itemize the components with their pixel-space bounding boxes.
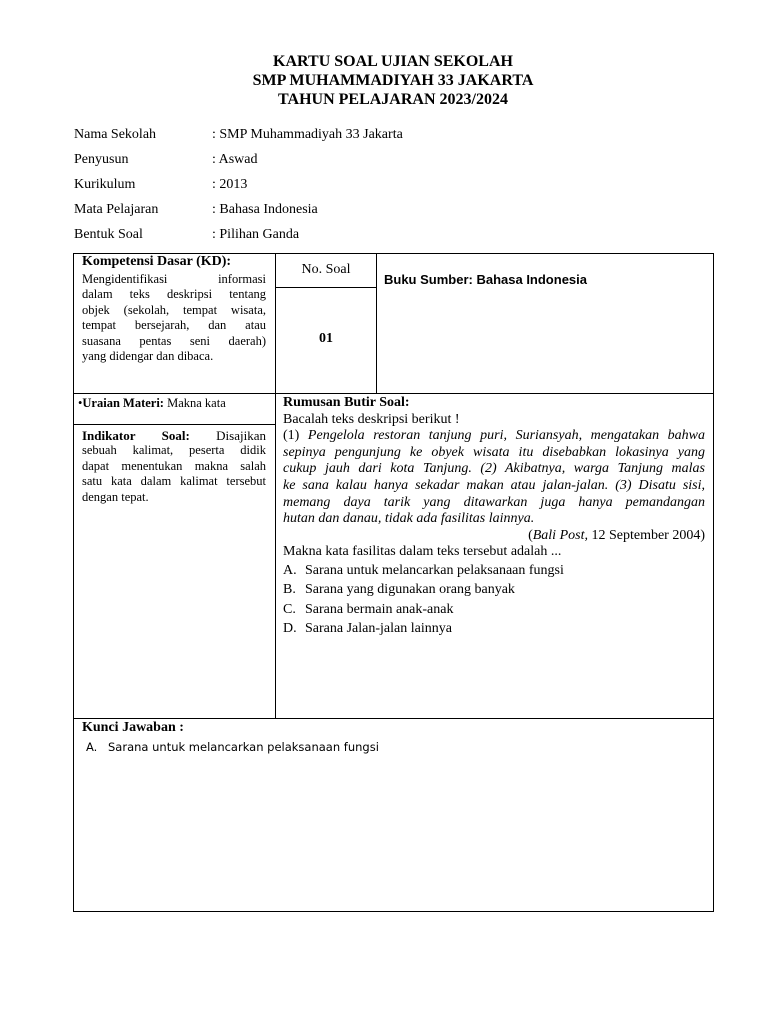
source-paren: ( [528, 527, 533, 543]
question-text: Makna kata fasilitas dalam teks tersebut adalah ... [283, 544, 562, 560]
info-label-penyusun: Penyusun [74, 152, 129, 167]
passage-text: hutan dan danau, tidak ada fasilitas lainnya. [283, 511, 535, 527]
passage-line [283, 478, 705, 495]
uraian-label: Uraian Materi: [82, 396, 164, 410]
option-letter: C. [283, 601, 296, 617]
bullet-icon: • [78, 396, 83, 410]
kunci-text: Sarana untuk melancarkan pelaksanaan fungsi [108, 740, 379, 754]
option-text: Sarana Jalan-jalan lainnya [305, 621, 452, 637]
kd-line: yang didengar dan dibaca. [82, 349, 214, 364]
kd-line: dalam teks deskripsi tentang [82, 287, 266, 302]
info-value-bentuk-soal: : Pilihan Ganda [212, 227, 300, 242]
option-letter: B. [283, 582, 296, 598]
kd-line: tempat bersejarah, dan atau [82, 318, 266, 333]
option-letter: D. [283, 621, 297, 637]
no-soal-value: 01 [319, 331, 333, 346]
passage-source [283, 528, 705, 545]
indikator-line: dapat menentukan makna salah [82, 458, 266, 473]
kd-heading: Kompetensi Dasar (KD): [82, 254, 232, 269]
passage-line [283, 428, 705, 445]
option-letter: A. [283, 562, 297, 578]
passage-line [283, 495, 705, 512]
info-value-mata-pelajaran: : Bahasa Indonesia [212, 202, 318, 217]
indikator-text [82, 428, 266, 505]
option-text: Sarana yang digunakan orang banyak [305, 582, 515, 598]
rumusan-heading: Rumusan Butir Soal: [283, 395, 410, 410]
info-label-kurikulum: Kurikulum [74, 177, 136, 192]
indikator-label: Indikator Soal: [82, 428, 190, 443]
indikator-line: sebuah kalimat, peserta didik [82, 443, 266, 458]
info-value-kurikulum: : 2013 [212, 177, 248, 192]
passage-line [283, 445, 705, 462]
kd-text [82, 272, 266, 364]
option-d [283, 619, 705, 639]
passage-number: (1) [283, 428, 308, 444]
uraian-value: Makna kata [163, 396, 226, 410]
indikator-line: dengan tepat. [82, 489, 149, 504]
option-text: Sarana bermain anak-anak [305, 601, 454, 617]
option-b [283, 580, 705, 600]
indikator-first-rest: Disajikan [216, 428, 266, 443]
indikator-line: satu kata dalam kalimat tersebut [82, 474, 266, 489]
passage-line [283, 511, 705, 528]
option-a [283, 561, 705, 581]
option-c [283, 600, 705, 620]
no-soal-label: No. Soal [301, 262, 351, 277]
info-label-mata-pelajaran: Mata Pelajaran [74, 202, 159, 217]
header-school: SMP MUHAMMADIYAH 33 JAKARTA [252, 72, 534, 89]
passage-text: sepinya pengunjung ke obyek wisata itu disebabkan lokasinya yang [283, 444, 705, 460]
passage-text: memang daya tarik yang ditawarkan juga hanya pemandangan [283, 494, 705, 510]
rumusan-intro: Bacalah teks deskripsi berikut ! [283, 411, 460, 427]
passage-text: Pengelola restoran tanjung puri, Suriansyah, mengatakan bahwa [307, 428, 706, 444]
passage-text: cukup jauh dari kota Tanjung. (2) Akibatnya, warga Tanjung malas [283, 461, 705, 477]
passage-text: ke sana kalau hanya sekadar makan atau jalan-jalan. (3) Disatu sisi, [283, 477, 705, 493]
kunci-heading: Kunci Jawaban : [82, 720, 184, 735]
rumusan-section [283, 395, 705, 639]
info-label-nama-sekolah: Nama Sekolah [74, 127, 157, 142]
passage-line [283, 461, 705, 478]
source-date: 12 September 2004) [587, 527, 705, 543]
kunci-answer [86, 740, 379, 754]
kd-line: suasana pentas seni daerah) [82, 333, 266, 348]
kd-line: Mengidentifikasi informasi [82, 272, 266, 286]
uraian-materi [78, 395, 226, 411]
kunci-letter: A. [86, 740, 98, 754]
header-year: TAHUN PELAJARAN 2023/2024 [278, 91, 508, 108]
option-text: Sarana untuk melancarkan pelaksanaan fungsi [305, 562, 564, 578]
info-value-nama-sekolah: : SMP Muhammadiyah 33 Jakarta [212, 127, 403, 142]
kd-line: objek (sekolah, tempat wisata, [82, 302, 266, 317]
source-name: Bali Post, [532, 527, 588, 543]
header-title: KARTU SOAL UJIAN SEKOLAH [273, 53, 513, 70]
info-value-penyusun: : Aswad [212, 152, 258, 167]
info-label-bentuk-soal: Bentuk Soal [74, 227, 143, 242]
buku-sumber: Buku Sumber: Bahasa Indonesia [384, 272, 587, 287]
